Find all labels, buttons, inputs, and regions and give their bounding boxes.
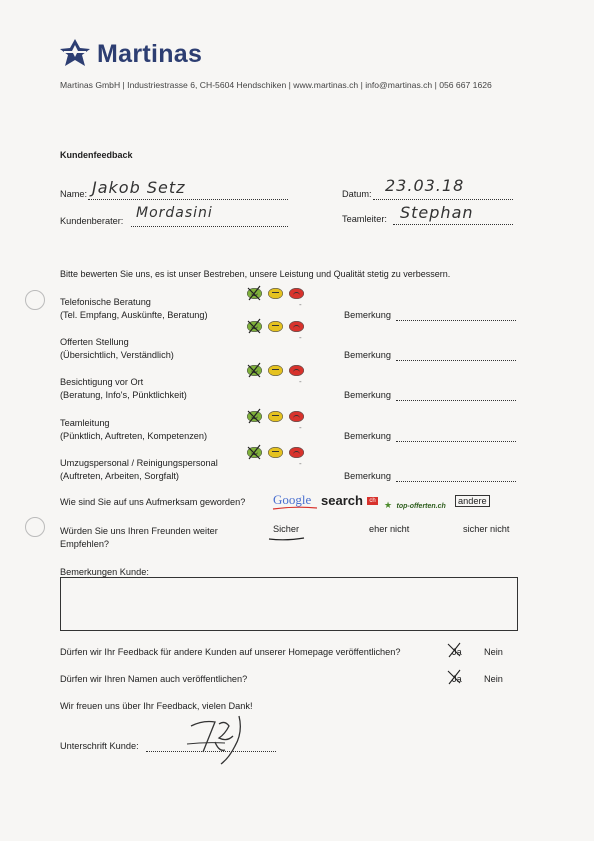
rating-subtitle: (Auftreten, Arbeiten, Sorgfalt) xyxy=(60,471,179,481)
recommend-option-eher-nicht[interactable]: eher nicht xyxy=(369,524,410,534)
name-publish-question: Dürfen wir Ihren Namen auch veröffentlichen? xyxy=(60,674,248,684)
rating-remark-line xyxy=(396,400,516,401)
rating-selected-cross-mark xyxy=(246,362,262,378)
rating-selected-cross-mark xyxy=(246,408,262,424)
customer-signature xyxy=(185,712,260,768)
rating-subtitle: (Tel. Empfang, Auskünfte, Beratung) xyxy=(60,310,208,320)
source-top-offerten[interactable] xyxy=(384,495,446,513)
rating-selected-cross-mark xyxy=(246,444,262,460)
smiley-bad-icon[interactable] xyxy=(289,321,304,332)
signature-label: Unterschrift Kunde: xyxy=(60,741,139,751)
recommend-option-sicher-nicht[interactable]: sicher nicht xyxy=(463,524,510,534)
search-badge: ch xyxy=(369,497,376,504)
punch-hole-top xyxy=(25,290,45,310)
smiley-bad-icon[interactable] xyxy=(289,365,304,376)
comments-label: Bemerkungen Kunde: xyxy=(60,567,149,577)
top-offerten-logo: top-offerten.ch xyxy=(396,503,446,510)
rating-subtitle: (Pünktlich, Auftreten, Kompetenzen) xyxy=(60,431,208,441)
name-value: Jakob Setz xyxy=(92,178,186,197)
datum-value: 23.03.18 xyxy=(385,176,465,195)
publish-yes-cross-mark xyxy=(446,642,462,658)
smiley-neutral-icon[interactable] xyxy=(268,411,283,422)
brand-name: Martinas xyxy=(97,40,203,68)
rating-title: Offerten Stellung xyxy=(60,337,129,347)
comments-box[interactable] xyxy=(60,577,518,631)
publish-question: Dürfen wir Ihr Feedback für andere Kunden auf unserer Homepage veröffentlichen? xyxy=(60,647,401,657)
rating-title: Teamleitung xyxy=(60,418,110,428)
dash-mark: - xyxy=(299,459,302,468)
smiley-bad-icon[interactable] xyxy=(289,447,304,458)
recommend-question-line2: Empfehlen? xyxy=(60,539,110,549)
dash-mark: - xyxy=(299,300,302,309)
recommend-option-sicher[interactable]: Sicher xyxy=(273,524,300,534)
rating-subtitle: (Übersichtlich, Verständlich) xyxy=(60,350,174,360)
dash-mark: - xyxy=(299,423,302,432)
source-search[interactable] xyxy=(321,492,378,510)
punch-hole-bottom xyxy=(25,517,45,537)
dash-mark: - xyxy=(299,377,302,386)
name-line xyxy=(88,199,288,200)
star-icon: ★ xyxy=(384,500,393,510)
rating-remark-label: Bemerkung xyxy=(344,310,391,320)
smiley-neutral-icon[interactable] xyxy=(268,447,283,458)
name-publish-yes-cross-mark xyxy=(446,669,462,685)
search-logo: search xyxy=(321,493,363,508)
berater-line xyxy=(131,226,288,227)
name-publish-no[interactable]: Nein xyxy=(484,674,503,684)
teamleiter-label: Teamleiter: xyxy=(342,214,387,224)
rating-remark-label: Bemerkung xyxy=(344,390,391,400)
recommend-question-line1: Würden Sie uns Ihren Freunden weiter xyxy=(60,526,218,536)
rating-title: Telefonische Beratung xyxy=(60,297,151,307)
publish-yes[interactable]: Ja xyxy=(452,647,462,657)
google-logo: Google xyxy=(273,492,312,507)
berater-value: Mordasini xyxy=(136,205,213,221)
teamleiter-line xyxy=(393,224,513,225)
source-question: Wie sind Sie auf uns Aufmerksam geworden? xyxy=(60,497,246,507)
rating-remark-label: Bemerkung xyxy=(344,350,391,360)
datum-label: Datum: xyxy=(342,189,372,199)
berater-label: Kundenberater: xyxy=(60,216,124,226)
rating-remark-label: Bemerkung xyxy=(344,471,391,481)
rating-remark-line xyxy=(396,360,516,361)
thanks-text: Wir freuen uns über Ihr Feedback, vielen Dank! xyxy=(60,701,253,711)
rating-selected-cross-mark xyxy=(246,318,262,334)
rating-title: Umzugspersonal / Reinigungspersonal xyxy=(60,458,218,468)
rating-title: Besichtigung vor Ort xyxy=(60,377,144,387)
source-andere[interactable]: andere xyxy=(455,495,490,507)
smiley-neutral-icon[interactable] xyxy=(268,288,283,299)
sicher-underline-mark xyxy=(268,536,306,542)
rating-remark-line xyxy=(396,441,516,442)
rating-remark-label: Bemerkung xyxy=(344,431,391,441)
rating-remark-line xyxy=(396,320,516,321)
smiley-bad-icon[interactable] xyxy=(289,411,304,422)
rating-remark-line xyxy=(396,481,516,482)
dash-mark: - xyxy=(299,333,302,342)
publish-no[interactable]: Nein xyxy=(484,647,503,657)
martinas-logo-icon xyxy=(60,39,90,67)
google-underline-icon xyxy=(272,505,318,511)
teamleiter-value: Stephan xyxy=(400,203,474,222)
rating-intro: Bitte bewerten Sie uns, es ist unser Bestreben, unsere Leistung und Qualität stetig zu verbessern. xyxy=(60,269,451,279)
rating-selected-cross-mark xyxy=(246,285,262,301)
company-address: Martinas GmbH | Industriestrasse 6, CH-5604 Hendschiken | www.martinas.ch | info@martinas.ch | 056 667 1626 xyxy=(60,80,492,90)
smiley-bad-icon[interactable] xyxy=(289,288,304,299)
name-label: Name: xyxy=(60,189,88,199)
smiley-neutral-icon[interactable] xyxy=(268,365,283,376)
smiley-neutral-icon[interactable] xyxy=(268,321,283,332)
form-title: Kundenfeedback xyxy=(60,150,133,160)
rating-subtitle: (Beratung, Info's, Pünktlichkeit) xyxy=(60,390,187,400)
name-publish-yes[interactable]: Ja xyxy=(452,674,462,684)
datum-line xyxy=(373,199,513,200)
